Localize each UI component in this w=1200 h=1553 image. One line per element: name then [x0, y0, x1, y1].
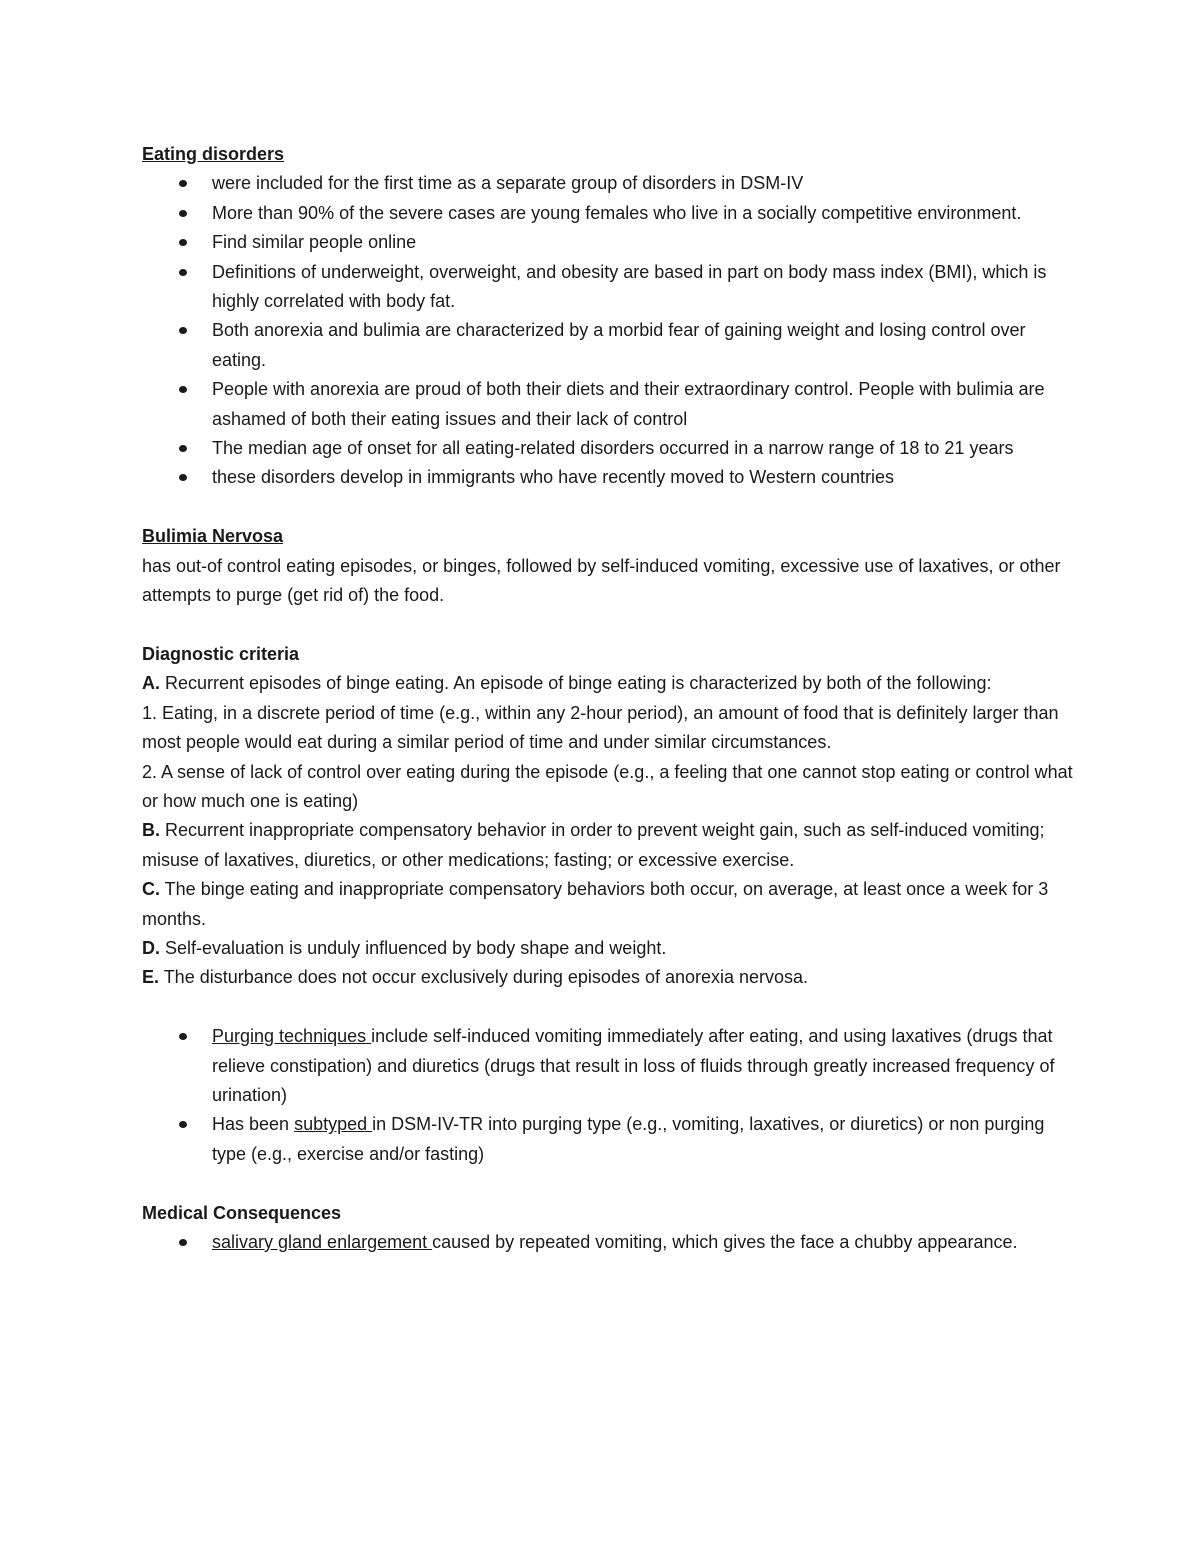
- list-item: Both anorexia and bulimia are characterized by a morbid fear of gaining weight and losing control over eating.: [212, 316, 1082, 375]
- list-item: Definitions of underweight, overweight, and obesity are based in part on body mass index (BMI), which is highly correlated with body fat.: [212, 258, 1082, 317]
- bulimia-description: has out-of control eating episodes, or binges, followed by self-induced vomiting, excessive use of laxatives, or other attempts to purge (get rid of) the food.: [142, 555, 1061, 606]
- criterion-a: A. Recurrent episodes of binge eating. An episode of binge eating is characterized by both of the following:: [142, 673, 992, 694]
- list-item: Purging techniques include self-induced vomiting immediately after eating, and using laxatives (drugs that relieve constipation) and diuretics (drugs that result in loss of fluids through greatly increased frequency of urination): [212, 1022, 1082, 1110]
- criterion-a-2: 2. A sense of lack of control over eating during the episode (e.g., a feeling that one cannot stop eating or control what or how much one is eating): [142, 761, 1073, 811]
- purging-list: [142, 1022, 1082, 1169]
- heading-eating-disorders: Eating disorders: [142, 144, 285, 164]
- list-item: Find similar people online: [212, 228, 1082, 257]
- heading-medical-consequences: Medical Consequences: [142, 1202, 342, 1223]
- list-item: these disorders develop in immigrants who have recently moved to Western countries: [212, 463, 1082, 492]
- criterion-c: C. The binge eating and inappropriate compensatory behaviors both occur, on average, at least once a week for 3 months.: [142, 879, 1049, 929]
- eating-disorders-list: [142, 169, 1082, 492]
- criterion-e: E. The disturbance does not occur exclusively during episodes of anorexia nervosa.: [142, 967, 809, 988]
- criterion-a-1: 1. Eating, in a discrete period of time (e.g., within any 2-hour period), an amount of food that is definitely larger than most people would eat during a similar period of time and under similar circumstances.: [142, 702, 1059, 753]
- list-item: More than 90% of the severe cases are young females who live in a socially competitive environment.: [212, 199, 1082, 228]
- list-item: were included for the first time as a separate group of disorders in DSM-IV: [212, 169, 1082, 198]
- document-page: [142, 140, 1082, 1257]
- criterion-d: D. Self-evaluation is unduly influenced by body shape and weight.: [142, 937, 667, 958]
- list-item: People with anorexia are proud of both their diets and their extraordinary control. People with bulimia are ashamed of both their eating issues and their lack of control: [212, 375, 1082, 434]
- list-item: Has been subtyped in DSM-IV-TR into purging type (e.g., vomiting, laxatives, or diuretics) or non purging type (e.g., exercise and/or fasting): [212, 1110, 1082, 1169]
- medical-list: [142, 1228, 1082, 1257]
- list-item: salivary gland enlargement caused by repeated vomiting, which gives the face a chubby appearance.: [212, 1228, 1082, 1257]
- heading-diagnostic-criteria: Diagnostic criteria: [142, 643, 300, 664]
- heading-bulimia-nervosa: Bulimia Nervosa: [142, 526, 284, 547]
- list-item: The median age of onset for all eating-related disorders occurred in a narrow range of 18 to 21 years: [212, 434, 1082, 463]
- criterion-b: B. Recurrent inappropriate compensatory behavior in order to prevent weight gain, such as self-induced vomiting; misuse of laxatives, diuretics, or other medications; fasting; or excessive exercise.: [142, 820, 1045, 870]
